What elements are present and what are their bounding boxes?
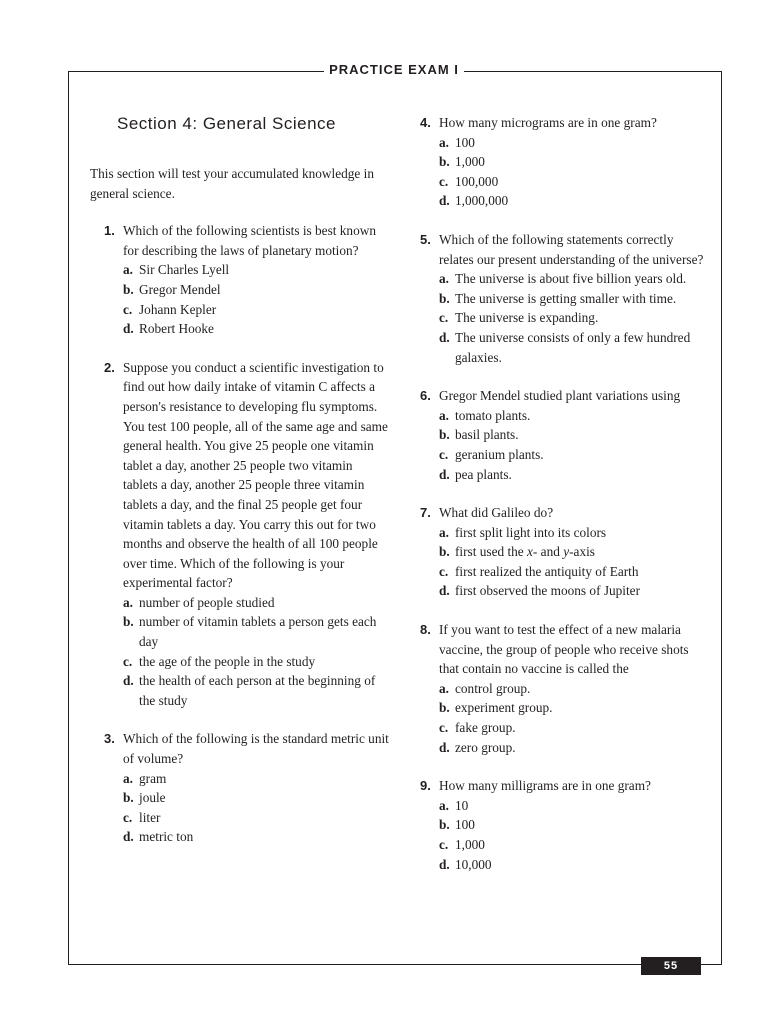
option-c[interactable]: [439, 308, 710, 328]
question-number: 8.: [420, 622, 431, 638]
option-list: [123, 769, 390, 847]
question-2: [90, 358, 390, 711]
option-letter: d.: [439, 193, 450, 209]
option-text: joule: [139, 790, 166, 806]
question-3: [90, 729, 390, 847]
option-d[interactable]: [439, 738, 710, 758]
option-letter: d.: [123, 829, 134, 845]
question-8: [420, 620, 710, 757]
option-letter: c.: [123, 653, 133, 669]
question-number: 9.: [420, 778, 431, 794]
option-c[interactable]: [123, 808, 390, 828]
option-text: The universe is getting smaller with time.: [455, 290, 677, 306]
option-letter: b.: [439, 700, 450, 716]
running-header: PRACTICE EXAM I: [324, 61, 464, 79]
option-letter: a.: [439, 680, 449, 696]
option-d[interactable]: [123, 671, 390, 710]
option-letter: d.: [123, 673, 134, 689]
option-c[interactable]: [123, 300, 390, 320]
option-text: Johann Kepler: [139, 301, 217, 317]
option-text: liter: [139, 809, 161, 825]
option-text: experiment group.: [455, 700, 553, 716]
option-d[interactable]: [439, 855, 710, 875]
question-stem: Suppose you conduct a scientific investigation to find out how daily intake of vitamin C affects a person's resistance to developing flu symptoms. You test 100 people, all of the same age and same general health. You give 25 people one vitamin tablet a day, another 25 people two vitamin tablets a day, another 25 people three vitamin tablets a day, and the final 25 people get four vitamin tablets a day. You carry this out for two months and observe the health of all 100 people over time. Which of the following is your experimental factor?: [123, 359, 388, 591]
question-stem: If you want to test the effect of a new malaria vaccine, the group of people who receive shots that contain no vaccine is called the: [439, 622, 689, 677]
option-letter: a.: [439, 524, 449, 540]
option-letter: c.: [439, 446, 449, 462]
option-a[interactable]: [123, 769, 390, 789]
question-7: [420, 503, 710, 601]
option-text: 100,000: [455, 173, 499, 189]
option-letter: a.: [123, 262, 133, 278]
question-6: [420, 386, 710, 484]
option-list: [439, 796, 710, 874]
option-text: 1,000: [455, 154, 485, 170]
question-stem: Which of the following is the standard metric unit of volume?: [123, 731, 389, 767]
option-c[interactable]: [439, 562, 710, 582]
option-letter: c.: [439, 173, 449, 189]
section-intro: This section will test your accumulated knowledge in general science.: [90, 166, 374, 201]
option-text: first realized the antiquity of Earth: [455, 563, 639, 579]
option-b[interactable]: [123, 788, 390, 808]
option-list: [439, 523, 710, 601]
option-text-x: x: [527, 544, 533, 560]
option-d[interactable]: [439, 581, 710, 601]
page-number: 55: [641, 957, 701, 975]
option-a[interactable]: [123, 593, 390, 613]
option-a[interactable]: [439, 679, 710, 699]
section-title: Section 4: General Science: [117, 114, 337, 133]
option-letter: d.: [439, 329, 450, 345]
option-letter: b.: [123, 281, 134, 297]
option-a[interactable]: [439, 406, 710, 426]
question-number: 3.: [104, 731, 115, 747]
option-a[interactable]: [123, 260, 390, 280]
option-text: The universe consists of only a few hundred galaxies.: [455, 329, 691, 365]
option-text: first observed the moons of Jupiter: [455, 583, 641, 599]
option-d[interactable]: [439, 191, 710, 211]
option-letter: a.: [439, 797, 449, 813]
option-text: metric ton: [139, 829, 194, 845]
option-d[interactable]: [439, 328, 710, 367]
question-number: 1.: [104, 223, 115, 239]
option-letter: c.: [123, 301, 133, 317]
option-text: pea plants.: [455, 466, 512, 482]
option-list: [439, 679, 710, 757]
option-list: [439, 269, 710, 367]
option-letter: b.: [123, 790, 134, 806]
option-letter: a.: [439, 407, 449, 423]
option-text: geranium plants.: [455, 446, 544, 462]
question-9: [420, 776, 710, 874]
option-text: 100: [455, 134, 475, 150]
option-b[interactable]: [439, 289, 710, 309]
option-letter: b.: [439, 544, 450, 560]
option-d[interactable]: [439, 465, 710, 485]
option-letter: b.: [439, 427, 450, 443]
option-text: tomato plants.: [455, 407, 531, 423]
option-letter: b.: [439, 154, 450, 170]
option-text: 100: [455, 817, 475, 833]
option-text: The universe is about five billion years old.: [455, 271, 687, 287]
option-text-post: -axis: [569, 544, 595, 560]
option-letter: b.: [439, 290, 450, 306]
option-a[interactable]: [439, 133, 710, 153]
option-letter: a.: [439, 271, 449, 287]
option-a[interactable]: [439, 796, 710, 816]
option-letter: d.: [439, 466, 450, 482]
option-letter: b.: [123, 614, 134, 630]
question-stem: Which of the following scientists is best known for describing the laws of planetary motion?: [123, 223, 376, 258]
question-stem: Gregor Mendel studied plant variations using: [439, 388, 681, 404]
option-letter: a.: [123, 594, 133, 610]
option-b[interactable]: [439, 425, 710, 445]
right-column: [420, 113, 710, 893]
option-a[interactable]: [439, 269, 710, 289]
option-text: gram: [139, 770, 167, 786]
option-text: The universe is expanding.: [455, 310, 599, 326]
option-letter: c.: [439, 837, 449, 852]
option-c[interactable]: [439, 835, 710, 855]
option-b[interactable]: [439, 542, 710, 562]
option-letter: b.: [439, 817, 450, 833]
option-d[interactable]: [123, 827, 390, 847]
option-letter: c.: [123, 809, 133, 825]
question-stem: How many micrograms are in one gram?: [439, 115, 657, 130]
option-text: number of vitamin tablets a person gets each day: [139, 614, 377, 650]
option-d[interactable]: [123, 319, 390, 339]
option-b[interactable]: [439, 698, 710, 718]
option-text: [455, 544, 595, 559]
option-letter: d.: [439, 739, 450, 755]
option-text: Gregor Mendel: [139, 281, 221, 297]
question-5: [420, 230, 710, 367]
question-number: 2.: [104, 359, 115, 375]
option-text: control group.: [455, 680, 531, 696]
option-list: [123, 260, 390, 338]
option-text: 10: [455, 797, 469, 813]
option-letter: d.: [123, 321, 134, 337]
question-stem: What did Galileo do?: [439, 505, 554, 521]
option-text: basil plants.: [455, 427, 519, 443]
option-c[interactable]: [439, 445, 710, 465]
option-b[interactable]: [439, 815, 710, 835]
option-text: 10,000: [455, 856, 492, 872]
left-column: [90, 110, 390, 866]
option-text: Sir Charles Lyell: [139, 262, 230, 278]
option-b[interactable]: [439, 152, 710, 172]
option-letter: d.: [439, 583, 450, 599]
option-letter: d.: [439, 856, 450, 872]
option-text: the age of the people in the study: [139, 653, 316, 669]
question-stem: How many milligrams are in one gram?: [439, 778, 651, 794]
question-1: [90, 221, 390, 339]
question-number: 6.: [420, 388, 431, 404]
option-letter: a.: [439, 134, 449, 150]
option-c[interactable]: [123, 652, 390, 672]
option-text: 1,000: [455, 837, 485, 852]
option-letter: c.: [439, 310, 449, 326]
option-text: number of people studied: [139, 594, 275, 610]
option-c[interactable]: [439, 718, 710, 738]
option-text-y: y: [563, 544, 570, 560]
option-text: zero group.: [455, 739, 516, 755]
option-b[interactable]: [123, 280, 390, 300]
option-letter: c.: [439, 720, 449, 736]
option-text: first split light into its colors: [455, 524, 607, 540]
option-c[interactable]: [439, 172, 710, 192]
option-list: [439, 406, 710, 484]
option-list: [123, 593, 390, 711]
option-text: the health of each person at the beginning of the study: [139, 673, 376, 708]
question-number: 5.: [420, 231, 431, 247]
option-b[interactable]: [123, 612, 390, 651]
option-list: [439, 133, 710, 211]
question-number: 4.: [420, 115, 431, 130]
question-4: [420, 113, 710, 211]
option-letter: a.: [123, 770, 133, 786]
option-letter: c.: [439, 563, 449, 579]
question-number: 7.: [420, 505, 431, 521]
option-text: 1,000,000: [455, 193, 509, 209]
question-stem: Which of the following statements correctly relates our present understanding of the universe?: [439, 231, 704, 267]
option-text-pre: first used the: [455, 544, 528, 560]
option-a[interactable]: [439, 523, 710, 543]
option-text-mid: - and: [532, 544, 564, 560]
option-text: fake group.: [455, 720, 516, 736]
option-text: Robert Hooke: [139, 321, 214, 337]
